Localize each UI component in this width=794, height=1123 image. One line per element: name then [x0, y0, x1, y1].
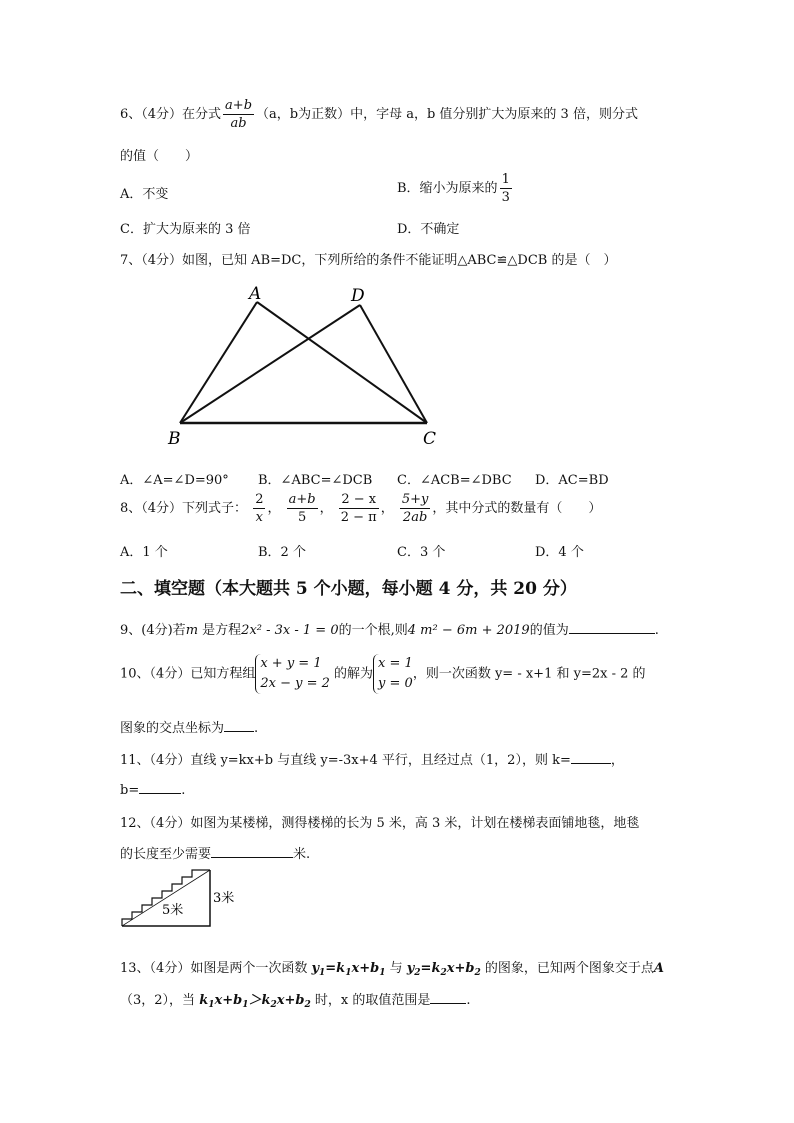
q13-answer-blank[interactable]	[430, 991, 466, 1004]
q10-solution-x: x = 1	[378, 656, 413, 671]
segment-ac	[257, 302, 427, 423]
q6-fraction	[223, 98, 254, 131]
q8-frac-3-den: 2 − π	[340, 510, 377, 525]
q6-option-b-text: B．缩小为原来的	[397, 181, 498, 196]
q12-answer-blank[interactable]	[211, 845, 293, 858]
segment-db	[180, 305, 360, 423]
q13-y2-expression: $y_2=k_2x+b_2$	[406, 961, 481, 978]
q8-frac-2-num: a+b	[288, 492, 316, 507]
q11-line2-text: b=	[120, 783, 140, 798]
q7-stem: 7、（4分）如图，已知 AB=DC，下列所给的条件不能证明△ABC≌△DCB 的是（ ）	[120, 253, 617, 268]
q6-line2: 的值（ ）	[120, 149, 199, 164]
q10-solution	[373, 654, 413, 694]
q8-frac-2-den: 5	[297, 510, 307, 525]
q9-equation: 2x² - 3x - 1 = 0	[241, 623, 339, 638]
q6-frac-den: ab	[230, 116, 247, 131]
stairs-height-label: 3米	[213, 891, 235, 906]
stairs-length-label: 5米	[162, 903, 184, 918]
q13-line1-mid: 与	[385, 961, 407, 976]
label-b: B	[168, 429, 181, 449]
q11-k-blank[interactable]	[571, 751, 611, 764]
q9-mid2: 的一个根,则	[338, 623, 408, 638]
q10-line2: 图象的交点坐标为 .	[120, 721, 259, 736]
label-d: D	[351, 286, 365, 306]
q8-frac-1-num: 2	[255, 492, 264, 507]
q7-option-a: A．∠A=∠D=90°	[120, 473, 229, 488]
q13-y1-expression: $y_1=k_1x+b_1$	[311, 961, 386, 978]
q11-line2: b= .	[120, 783, 186, 798]
q9-line: 9、(4分)若m 是方程2x² - 3x - 1 = 0的一个根,则4 m² − 6m + 2019的值为 .	[120, 623, 659, 638]
label-a: A	[249, 284, 262, 304]
q9-m: m	[185, 623, 199, 638]
q8-frac-3	[339, 492, 379, 525]
q11-line1-text: 11、（4分）直线 y=kx+b 与直线 y=-3x+4 平行，且经过点（1，2），则 k=	[120, 753, 571, 768]
q13-line1-prefix: 13、（4分）如图是两个一次函数	[120, 961, 312, 976]
q10-system	[255, 654, 330, 694]
q10-line1	[120, 654, 646, 694]
q6-prefix: 6、（4分）在分式	[120, 107, 222, 122]
q6-option-b-num: 1	[501, 172, 510, 187]
section-title: 二、填空题（本大题共 5 个小题，每小题 4 分，共 20 分）	[120, 579, 577, 599]
q13-line1-suffix: 的图象，已知两个图象交于点	[480, 961, 654, 976]
q7-option-d: D．AC=BD	[535, 473, 609, 488]
q10-suffix: ，则一次函数 y= - x+1 和 y=2x - 2 的	[412, 666, 646, 682]
q8-frac-3-num: 2 − x	[339, 492, 379, 509]
q12-line2-suffix: 米.	[293, 847, 311, 862]
q11-b-blank[interactable]	[139, 781, 181, 794]
q8-option-c: C．3 个	[397, 545, 446, 560]
q8-line1: 8、（4分）下列式子： $\frac{2}{x}$ ， $\frac{a+b}{5}$ ， $\frac{2 - x}{2 - \pi}$ ， $\frac{5+y}{2ab}$ ，其中分式的数量有（ ）	[120, 492, 602, 525]
q8-option-d: D．4 个	[535, 545, 584, 560]
q10-solution-y: y = 0	[378, 676, 413, 691]
q9-prefix: 9、(4分)若	[120, 623, 186, 638]
q6-option-b-den: 3	[501, 190, 510, 205]
q8-frac-1-den: x	[255, 510, 263, 525]
q7-option-b: B．∠ABC=∠DCB	[258, 473, 373, 488]
q7-triangle-figure	[160, 280, 460, 450]
q6-mid: （a，b为正数）中，字母 a，b 值分别扩大为原来的 3 倍，则分式	[256, 107, 638, 122]
q12-line1: 12、（4分）如图为某楼梯，测得楼梯的长为 5 米，高 3 米，计划在楼梯表面铺地毯，地毯	[120, 816, 640, 831]
q9-suffix: 的值为	[529, 623, 569, 638]
q10-system-eq1: x + y = 1	[260, 656, 322, 671]
q6-option-b-frac	[500, 172, 512, 205]
q9-expression: 4 m² − 6m + 2019	[407, 623, 530, 638]
q9-answer-blank[interactable]	[569, 621, 655, 634]
q6-frac-num: a+b	[225, 98, 253, 113]
label-c: C	[423, 429, 437, 449]
q6-line1	[120, 98, 638, 131]
q6-option-d: D．不确定	[397, 222, 460, 237]
q8-frac-1	[253, 492, 265, 525]
q13-line2: （3，2），当 $k_1x+b_1>k_2x+b_2$ 时，x 的取值范围是 .	[120, 993, 471, 1010]
q10-prefix: 10、（4分）已知方程组	[120, 666, 256, 682]
q10-answer-blank[interactable]	[224, 719, 254, 732]
q8-frac-4-den: 2ab	[402, 510, 428, 525]
q12-stairs-figure	[118, 862, 248, 934]
segment-dc	[360, 305, 427, 423]
segment-ab	[180, 302, 257, 423]
q7-option-c: C．∠ACB=∠DBC	[397, 473, 512, 488]
q13-point-a: A	[653, 961, 664, 976]
q13-line2-prefix: （3，2），当	[120, 993, 200, 1008]
q8-option-a: A．1 个	[120, 545, 168, 560]
q8-frac-4-num: 5+y	[401, 492, 429, 507]
q11-line1: 11、（4分）直线 y=kx+b 与直线 y=-3x+4 平行，且经过点（1，2），则 k= ，	[120, 753, 624, 768]
q13-line1	[120, 957, 664, 978]
q10-system-eq2: 2x − y = 2	[260, 676, 330, 691]
q13-inequality: $k_1x+b_1>k_2x+b_2$	[199, 993, 311, 1010]
q6-option-c: C．扩大为原来的 3 倍	[120, 222, 251, 237]
q6-option-b	[397, 172, 514, 205]
q6-option-a: A．不变	[120, 187, 169, 202]
q12-line2	[120, 843, 310, 862]
q10-mid: 的解为	[334, 666, 374, 682]
q8-prefix: 8、（4分）下列式子：	[120, 501, 248, 516]
q9-mid: 是方程	[202, 623, 242, 638]
q10-line2-text: 图象的交点坐标为	[120, 721, 225, 736]
q8-frac-4	[400, 492, 431, 525]
q8-frac-2	[287, 492, 318, 525]
q8-option-b: B．2 个	[258, 545, 306, 560]
q13-line2-mid: 时，x 的取值范围是	[310, 993, 431, 1008]
q8-suffix: ，其中分式的数量有（ ）	[432, 501, 602, 516]
q12-line2-prefix: 的长度至少需要	[120, 847, 212, 862]
